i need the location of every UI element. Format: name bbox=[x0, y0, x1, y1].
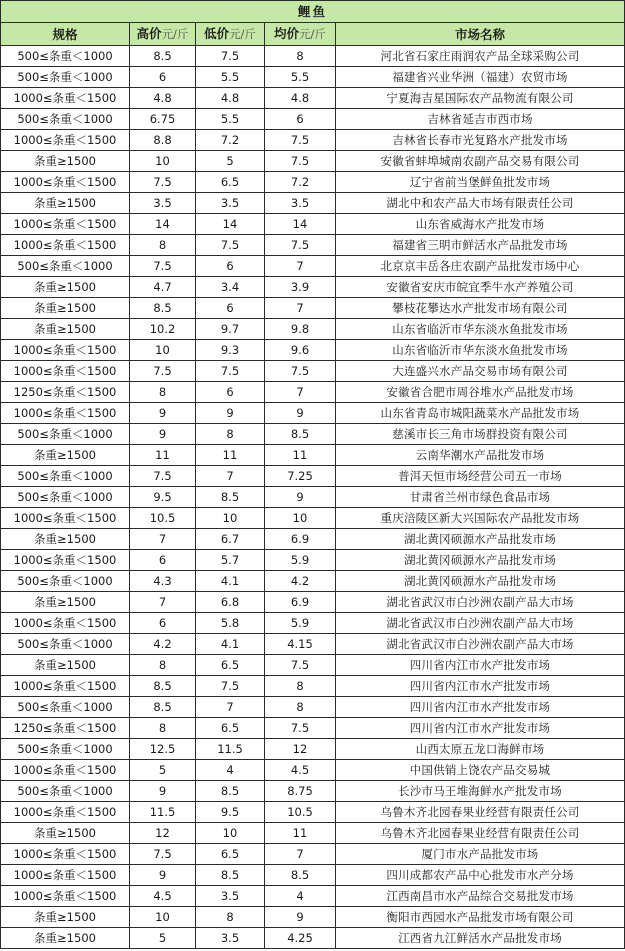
market-cell: 山东省临沂市华东淡水鱼批发市场 bbox=[336, 340, 625, 361]
low-price-cell: 3.5 bbox=[196, 886, 265, 907]
high-price-cell: 7 bbox=[130, 529, 196, 550]
market-cell: 四川省内江市水产批发市场 bbox=[336, 676, 625, 697]
low-price-cell: 6.5 bbox=[196, 655, 265, 676]
high-price-cell: 7.5 bbox=[130, 361, 196, 382]
table-row bbox=[1, 865, 625, 886]
avg-price-cell: 4.8 bbox=[265, 88, 336, 109]
high-price-cell: 6 bbox=[130, 613, 196, 634]
low-price-cell: 11 bbox=[196, 445, 265, 466]
market-cell: 四川省内江市水产批发市场 bbox=[336, 697, 625, 718]
high-price-cell: 12.5 bbox=[130, 739, 196, 760]
table-row bbox=[1, 613, 625, 634]
low-price-cell: 6 bbox=[196, 256, 265, 277]
high-price-cell: 9 bbox=[130, 424, 196, 445]
spec-cell: 1250≤条重＜1500 bbox=[1, 718, 130, 739]
spec-cell: 条重≥1500 bbox=[1, 592, 130, 613]
column-header-low bbox=[196, 23, 265, 46]
high-price-cell: 7.5 bbox=[130, 256, 196, 277]
low-price-cell: 5.8 bbox=[196, 613, 265, 634]
table-row bbox=[1, 424, 625, 445]
avg-price-cell: 4.25 bbox=[265, 928, 336, 949]
market-cell: 湖北黄冈硕源水产品批发市场 bbox=[336, 571, 625, 592]
table-row bbox=[1, 697, 625, 718]
low-price-cell: 7.5 bbox=[196, 46, 265, 67]
market-cell: 衡阳市西园水产品批发市场有限公司 bbox=[336, 907, 625, 928]
table-row bbox=[1, 214, 625, 235]
spec-cell: 1000≤条重＜1500 bbox=[1, 214, 130, 235]
table-row bbox=[1, 508, 625, 529]
market-cell: 吉林省延吉市西市场 bbox=[336, 109, 625, 130]
column-header-avg-label: 均价 bbox=[274, 26, 300, 41]
low-price-cell: 6 bbox=[196, 298, 265, 319]
low-price-cell: 5 bbox=[196, 151, 265, 172]
avg-price-cell: 7 bbox=[265, 256, 336, 277]
column-header-low-label: 低价 bbox=[204, 26, 230, 41]
avg-price-cell: 3.9 bbox=[265, 277, 336, 298]
low-price-cell: 6.5 bbox=[196, 718, 265, 739]
market-cell: 中国供销上饶农产品交易城 bbox=[336, 760, 625, 781]
avg-price-cell: 14 bbox=[265, 214, 336, 235]
low-price-cell: 9 bbox=[196, 403, 265, 424]
table-row bbox=[1, 172, 625, 193]
high-price-cell: 9 bbox=[130, 865, 196, 886]
spec-cell: 1000≤条重＜1500 bbox=[1, 886, 130, 907]
market-cell: 河北省石家庄雨润农产品全球采购公司 bbox=[336, 46, 625, 67]
avg-price-cell: 7.2 bbox=[265, 172, 336, 193]
avg-price-cell: 10 bbox=[265, 508, 336, 529]
low-price-cell: 8.5 bbox=[196, 487, 265, 508]
table-row bbox=[1, 760, 625, 781]
spec-cell: 500≤条重＜1000 bbox=[1, 256, 130, 277]
spec-cell: 500≤条重＜1000 bbox=[1, 634, 130, 655]
low-price-cell: 5.5 bbox=[196, 67, 265, 88]
table-row bbox=[1, 844, 625, 865]
spec-cell: 1000≤条重＜1500 bbox=[1, 844, 130, 865]
avg-price-cell: 8.5 bbox=[265, 424, 336, 445]
table-row bbox=[1, 823, 625, 844]
table-row bbox=[1, 382, 625, 403]
market-cell: 安徽省合肥市周谷堆水产品批发市场 bbox=[336, 382, 625, 403]
low-price-cell: 6.7 bbox=[196, 529, 265, 550]
avg-price-cell: 7.25 bbox=[265, 466, 336, 487]
low-price-cell: 14 bbox=[196, 214, 265, 235]
table-row bbox=[1, 109, 625, 130]
spec-cell: 1000≤条重＜1500 bbox=[1, 88, 130, 109]
market-cell: 长沙市马王堆海鲜水产批发市场 bbox=[336, 781, 625, 802]
market-cell: 攀枝花攀达水产批发市场有限公司 bbox=[336, 298, 625, 319]
high-price-cell: 8 bbox=[130, 718, 196, 739]
header-row bbox=[1, 23, 625, 46]
avg-price-cell: 10.5 bbox=[265, 802, 336, 823]
title-row bbox=[1, 1, 625, 23]
spec-cell: 1000≤条重＜1500 bbox=[1, 865, 130, 886]
avg-price-cell: 4.5 bbox=[265, 760, 336, 781]
spec-cell: 条重≥1500 bbox=[1, 928, 130, 949]
table-row bbox=[1, 592, 625, 613]
low-price-cell: 10 bbox=[196, 823, 265, 844]
high-price-cell: 8.5 bbox=[130, 676, 196, 697]
high-price-cell: 8.5 bbox=[130, 46, 196, 67]
spec-cell: 1000≤条重＜1500 bbox=[1, 676, 130, 697]
spec-cell: 500≤条重＜1000 bbox=[1, 109, 130, 130]
market-cell: 慈溪市长三角市场群投资有限公司 bbox=[336, 424, 625, 445]
table-row bbox=[1, 298, 625, 319]
high-price-cell: 10.2 bbox=[130, 319, 196, 340]
table-row bbox=[1, 550, 625, 571]
spec-cell: 500≤条重＜1000 bbox=[1, 781, 130, 802]
table-row bbox=[1, 907, 625, 928]
table-row bbox=[1, 256, 625, 277]
high-price-cell: 4.8 bbox=[130, 88, 196, 109]
column-header-low-unit: 元/斤 bbox=[229, 27, 256, 41]
avg-price-cell: 12 bbox=[265, 739, 336, 760]
high-price-cell: 8 bbox=[130, 655, 196, 676]
avg-price-cell: 6 bbox=[265, 109, 336, 130]
avg-price-cell: 7 bbox=[265, 844, 336, 865]
high-price-cell: 8.5 bbox=[130, 697, 196, 718]
column-header-high bbox=[130, 23, 196, 46]
avg-price-cell: 7.5 bbox=[265, 235, 336, 256]
table-row bbox=[1, 235, 625, 256]
market-cell: 湖北黄冈硕源水产品批发市场 bbox=[336, 529, 625, 550]
high-price-cell: 7.5 bbox=[130, 172, 196, 193]
column-header-high-label: 高价 bbox=[136, 26, 162, 41]
spec-cell: 1000≤条重＜1500 bbox=[1, 235, 130, 256]
low-price-cell: 8 bbox=[196, 907, 265, 928]
low-price-cell: 7.5 bbox=[196, 676, 265, 697]
low-price-cell: 5.5 bbox=[196, 109, 265, 130]
spec-cell: 1000≤条重＜1500 bbox=[1, 340, 130, 361]
high-price-cell: 11 bbox=[130, 445, 196, 466]
low-price-cell: 4 bbox=[196, 760, 265, 781]
low-price-cell: 8.5 bbox=[196, 865, 265, 886]
table-row bbox=[1, 319, 625, 340]
low-price-cell: 4.8 bbox=[196, 88, 265, 109]
market-cell: 湖北省武汉市白沙洲农副产品大市场 bbox=[336, 634, 625, 655]
table-row bbox=[1, 88, 625, 109]
avg-price-cell: 7 bbox=[265, 382, 336, 403]
high-price-cell: 8 bbox=[130, 382, 196, 403]
high-price-cell: 10 bbox=[130, 151, 196, 172]
table-row bbox=[1, 676, 625, 697]
market-cell: 乌鲁木齐北园春果业经营有限责任公司 bbox=[336, 802, 625, 823]
avg-price-cell: 6.9 bbox=[265, 592, 336, 613]
spec-cell: 条重≥1500 bbox=[1, 445, 130, 466]
avg-price-cell: 7 bbox=[265, 298, 336, 319]
avg-price-cell: 9.8 bbox=[265, 319, 336, 340]
high-price-cell: 9.5 bbox=[130, 487, 196, 508]
low-price-cell: 7 bbox=[196, 466, 265, 487]
avg-price-cell: 8 bbox=[265, 46, 336, 67]
spec-cell: 500≤条重＜1000 bbox=[1, 697, 130, 718]
high-price-cell: 8.5 bbox=[130, 298, 196, 319]
high-price-cell: 14 bbox=[130, 214, 196, 235]
table-row bbox=[1, 487, 625, 508]
market-cell: 安徽省安庆市皖宜季牛水产养殖公司 bbox=[336, 277, 625, 298]
table-row bbox=[1, 655, 625, 676]
high-price-cell: 10 bbox=[130, 907, 196, 928]
avg-price-cell: 11 bbox=[265, 445, 336, 466]
spec-cell: 条重≥1500 bbox=[1, 823, 130, 844]
avg-price-cell: 11 bbox=[265, 823, 336, 844]
high-price-cell: 3.5 bbox=[130, 193, 196, 214]
market-cell: 四川省内江市水产批发市场 bbox=[336, 718, 625, 739]
table-row bbox=[1, 739, 625, 760]
low-price-cell: 8 bbox=[196, 424, 265, 445]
low-price-cell: 7.2 bbox=[196, 130, 265, 151]
market-cell: 江西南昌市水产品综合交易批发市场 bbox=[336, 886, 625, 907]
spec-cell: 500≤条重＜1000 bbox=[1, 487, 130, 508]
table-row bbox=[1, 571, 625, 592]
high-price-cell: 10.5 bbox=[130, 508, 196, 529]
high-price-cell: 4.3 bbox=[130, 571, 196, 592]
market-cell: 甘肃省兰州市绿色食品市场 bbox=[336, 487, 625, 508]
high-price-cell: 7.5 bbox=[130, 466, 196, 487]
market-cell: 湖北中和农产品大市场有限责任公司 bbox=[336, 193, 625, 214]
high-price-cell: 8.8 bbox=[130, 130, 196, 151]
high-price-cell: 4.5 bbox=[130, 886, 196, 907]
market-cell: 四川省内江市水产批发市场 bbox=[336, 655, 625, 676]
high-price-cell: 7.5 bbox=[130, 844, 196, 865]
market-cell: 江西省九江鲜活水产品批发市场 bbox=[336, 928, 625, 949]
spec-cell: 条重≥1500 bbox=[1, 319, 130, 340]
high-price-cell: 5 bbox=[130, 928, 196, 949]
spec-cell: 1000≤条重＜1500 bbox=[1, 403, 130, 424]
low-price-cell: 3.5 bbox=[196, 928, 265, 949]
market-cell: 重庆涪陵区新大兴国际农产品批发市场 bbox=[336, 508, 625, 529]
market-cell: 山东省青岛市城阳蔬菜水产品批发市场 bbox=[336, 403, 625, 424]
table-row bbox=[1, 193, 625, 214]
avg-price-cell: 4.2 bbox=[265, 571, 336, 592]
high-price-cell: 6.75 bbox=[130, 109, 196, 130]
low-price-cell: 7.5 bbox=[196, 361, 265, 382]
column-header-avg bbox=[265, 23, 336, 46]
high-price-cell: 6 bbox=[130, 67, 196, 88]
market-cell: 乌鲁木齐北园春果业经营有限责任公司 bbox=[336, 823, 625, 844]
low-price-cell: 8.5 bbox=[196, 781, 265, 802]
low-price-cell: 7.5 bbox=[196, 235, 265, 256]
table-row bbox=[1, 718, 625, 739]
spec-cell: 1000≤条重＜1500 bbox=[1, 802, 130, 823]
avg-price-cell: 3.5 bbox=[265, 193, 336, 214]
avg-price-cell: 5.9 bbox=[265, 550, 336, 571]
high-price-cell: 8 bbox=[130, 235, 196, 256]
spec-cell: 1250≤条重＜1500 bbox=[1, 382, 130, 403]
market-cell: 湖北黄冈硕源水产品批发市场 bbox=[336, 550, 625, 571]
market-cell: 湖北省武汉市白沙洲农副产品大市场 bbox=[336, 613, 625, 634]
avg-price-cell: 8.5 bbox=[265, 865, 336, 886]
spec-cell: 500≤条重＜1000 bbox=[1, 67, 130, 88]
low-price-cell: 6.8 bbox=[196, 592, 265, 613]
table-row bbox=[1, 361, 625, 382]
market-cell: 宁夏海吉星国际农产品物流有限公司 bbox=[336, 88, 625, 109]
column-header-high-unit: 元/斤 bbox=[161, 27, 189, 41]
spec-cell: 1000≤条重＜1500 bbox=[1, 508, 130, 529]
table-title: 鲤鱼 bbox=[1, 1, 625, 23]
avg-price-cell: 7.5 bbox=[265, 151, 336, 172]
column-header-avg-unit: 元/斤 bbox=[299, 27, 326, 41]
high-price-cell: 11.5 bbox=[130, 802, 196, 823]
table-row bbox=[1, 277, 625, 298]
table-row bbox=[1, 67, 625, 88]
table-body bbox=[1, 46, 625, 949]
market-cell: 福建省三明市鲜活水产品批发市场 bbox=[336, 235, 625, 256]
high-price-cell: 10 bbox=[130, 340, 196, 361]
market-cell: 山东省威海水产批发市场 bbox=[336, 214, 625, 235]
market-cell: 普洱天恒市场经营公司五一市场 bbox=[336, 466, 625, 487]
low-price-cell: 9.7 bbox=[196, 319, 265, 340]
spec-cell: 500≤条重＜1000 bbox=[1, 466, 130, 487]
market-cell: 山西太原五龙口海鲜市场 bbox=[336, 739, 625, 760]
market-cell: 北京京丰岳各庄农副产品批发市场中心 bbox=[336, 256, 625, 277]
spec-cell: 1000≤条重＜1500 bbox=[1, 130, 130, 151]
low-price-cell: 10 bbox=[196, 508, 265, 529]
table-row bbox=[1, 634, 625, 655]
high-price-cell: 4.2 bbox=[130, 634, 196, 655]
spec-cell: 条重≥1500 bbox=[1, 907, 130, 928]
spec-cell: 条重≥1500 bbox=[1, 298, 130, 319]
avg-price-cell: 5.9 bbox=[265, 613, 336, 634]
table-row bbox=[1, 46, 625, 67]
avg-price-cell: 9 bbox=[265, 403, 336, 424]
spec-cell: 1000≤条重＜1500 bbox=[1, 172, 130, 193]
low-price-cell: 3.4 bbox=[196, 277, 265, 298]
low-price-cell: 6.5 bbox=[196, 172, 265, 193]
table-row bbox=[1, 466, 625, 487]
table-row bbox=[1, 886, 625, 907]
spec-cell: 500≤条重＜1000 bbox=[1, 739, 130, 760]
high-price-cell: 9 bbox=[130, 781, 196, 802]
low-price-cell: 11.5 bbox=[196, 739, 265, 760]
high-price-cell: 4.7 bbox=[130, 277, 196, 298]
market-cell: 安徽省蚌埠城南农副产品交易有限公司 bbox=[336, 151, 625, 172]
market-cell: 山东省临沂市华东淡水鱼批发市场 bbox=[336, 319, 625, 340]
table-row bbox=[1, 403, 625, 424]
low-price-cell: 6 bbox=[196, 382, 265, 403]
low-price-cell: 3.5 bbox=[196, 193, 265, 214]
market-cell: 云南华潮水产品批发市场 bbox=[336, 445, 625, 466]
avg-price-cell: 7.5 bbox=[265, 130, 336, 151]
spec-cell: 条重≥1500 bbox=[1, 193, 130, 214]
market-cell: 吉林省长春市光复路水产批发市场 bbox=[336, 130, 625, 151]
high-price-cell: 12 bbox=[130, 823, 196, 844]
avg-price-cell: 5.5 bbox=[265, 67, 336, 88]
low-price-cell: 7 bbox=[196, 697, 265, 718]
table-row bbox=[1, 529, 625, 550]
avg-price-cell: 8.75 bbox=[265, 781, 336, 802]
spec-cell: 条重≥1500 bbox=[1, 277, 130, 298]
high-price-cell: 7 bbox=[130, 592, 196, 613]
spec-cell: 1000≤条重＜1500 bbox=[1, 760, 130, 781]
column-header-spec: 规格 bbox=[1, 23, 130, 46]
low-price-cell: 9.5 bbox=[196, 802, 265, 823]
avg-price-cell: 4 bbox=[265, 886, 336, 907]
spec-cell: 1000≤条重＜1500 bbox=[1, 361, 130, 382]
low-price-cell: 9.3 bbox=[196, 340, 265, 361]
high-price-cell: 6 bbox=[130, 550, 196, 571]
spec-cell: 500≤条重＜1000 bbox=[1, 571, 130, 592]
low-price-cell: 6.5 bbox=[196, 844, 265, 865]
spec-cell: 1000≤条重＜1500 bbox=[1, 550, 130, 571]
spec-cell: 500≤条重＜1000 bbox=[1, 424, 130, 445]
high-price-cell: 5 bbox=[130, 760, 196, 781]
avg-price-cell: 9 bbox=[265, 487, 336, 508]
avg-price-cell: 8 bbox=[265, 676, 336, 697]
spec-cell: 条重≥1500 bbox=[1, 529, 130, 550]
avg-price-cell: 9 bbox=[265, 907, 336, 928]
spec-cell: 条重≥1500 bbox=[1, 151, 130, 172]
high-price-cell: 9 bbox=[130, 403, 196, 424]
avg-price-cell: 6.9 bbox=[265, 529, 336, 550]
avg-price-cell: 4.15 bbox=[265, 634, 336, 655]
avg-price-cell: 7.5 bbox=[265, 718, 336, 739]
table-row bbox=[1, 802, 625, 823]
table-row bbox=[1, 130, 625, 151]
spec-cell: 条重≥1500 bbox=[1, 655, 130, 676]
avg-price-cell: 9.6 bbox=[265, 340, 336, 361]
market-cell: 四川成都农产品中心批发市水产分场 bbox=[336, 865, 625, 886]
column-header-market: 市场名称 bbox=[336, 23, 625, 46]
market-cell: 辽宁省前当堡鲜鱼批发市场 bbox=[336, 172, 625, 193]
spec-cell: 500≤条重＜1000 bbox=[1, 46, 130, 67]
low-price-cell: 4.1 bbox=[196, 571, 265, 592]
low-price-cell: 5.7 bbox=[196, 550, 265, 571]
table-row bbox=[1, 151, 625, 172]
market-cell: 厦门市水产品批发市场 bbox=[336, 844, 625, 865]
avg-price-cell: 8 bbox=[265, 697, 336, 718]
market-cell: 福建省兴业华洲（福建）农贸市场 bbox=[336, 67, 625, 88]
low-price-cell: 4.1 bbox=[196, 634, 265, 655]
table-row bbox=[1, 445, 625, 466]
avg-price-cell: 7.5 bbox=[265, 655, 336, 676]
table-row bbox=[1, 781, 625, 802]
market-cell: 大连盛兴水产品交易市场有限公司 bbox=[336, 361, 625, 382]
table-row bbox=[1, 928, 625, 949]
table-row bbox=[1, 340, 625, 361]
avg-price-cell: 7.5 bbox=[265, 361, 336, 382]
market-cell: 湖北省武汉市白沙洲农副产品大市场 bbox=[336, 592, 625, 613]
spec-cell: 1000≤条重＜1500 bbox=[1, 613, 130, 634]
